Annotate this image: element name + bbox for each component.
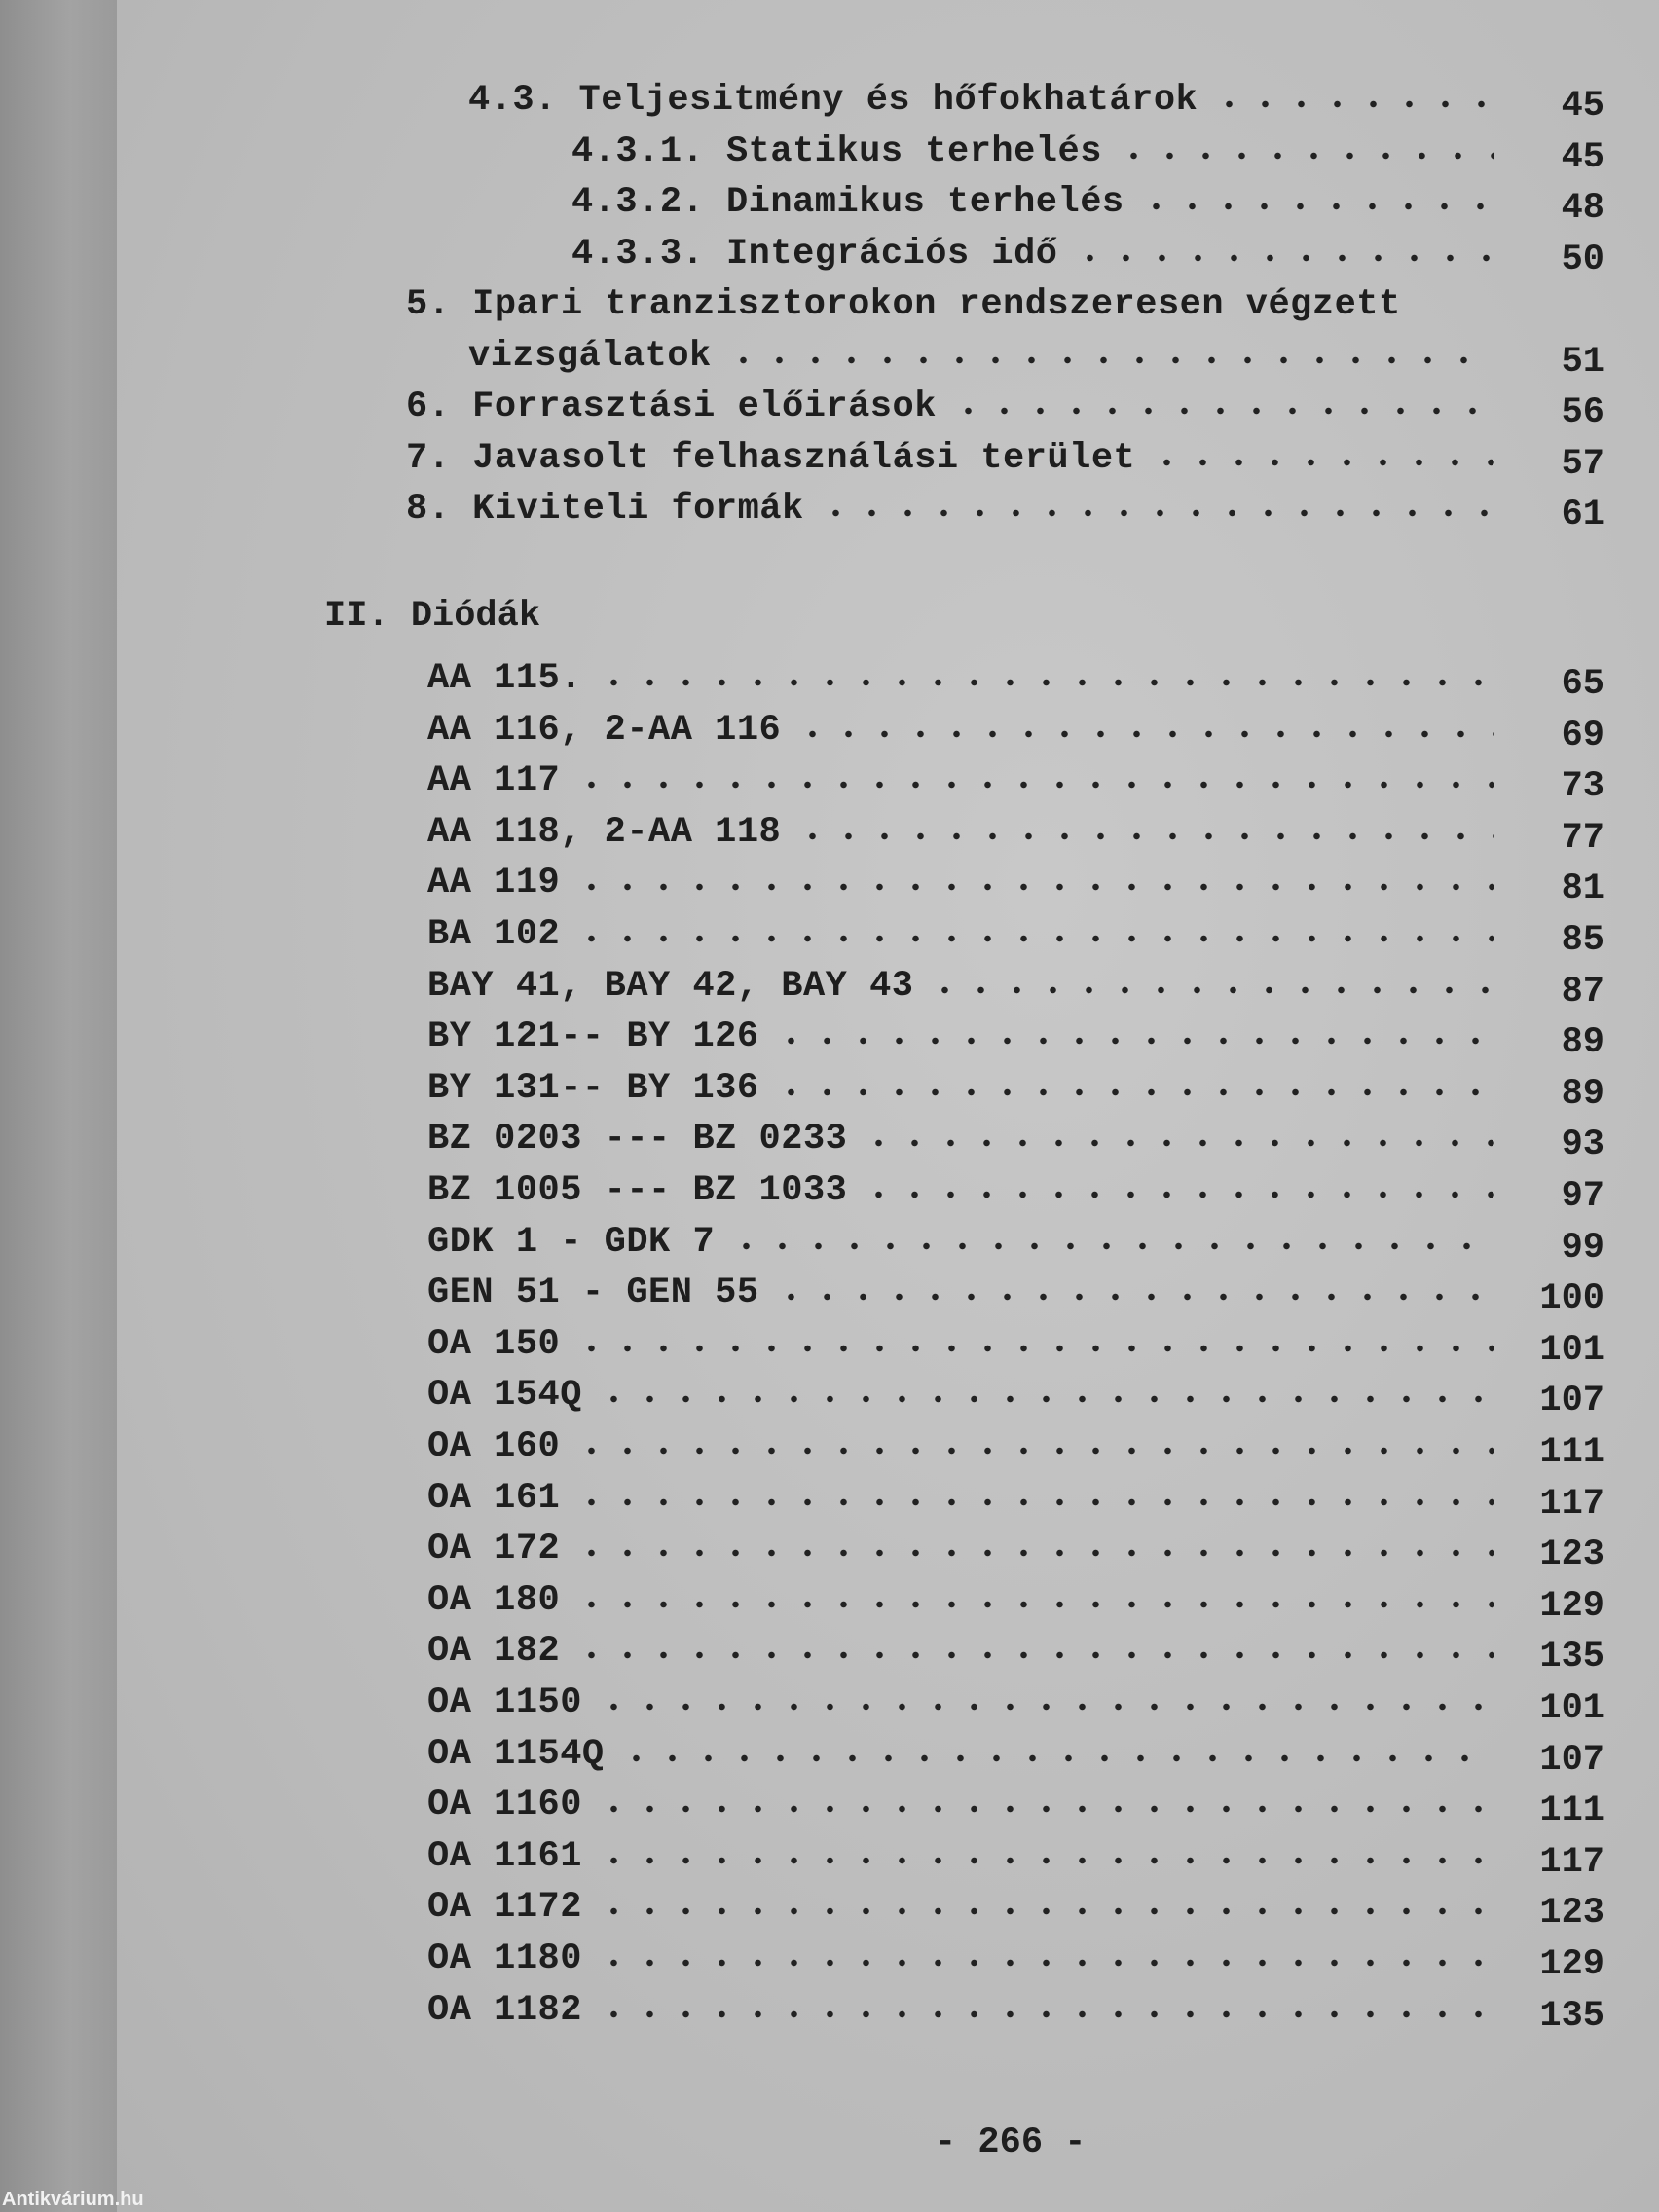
watermark: Antikvárium.hu — [2, 2189, 144, 2210]
entry-page-number: 117 — [1539, 1483, 1604, 1525]
entry-page-number: 85 — [1561, 920, 1604, 961]
diode-entry — [427, 1990, 1494, 2039]
entry-page-number: 101 — [1539, 1329, 1604, 1371]
dot-leader — [573, 882, 1494, 892]
entry-title: BZ 0203 --- BZ 0233 — [427, 1119, 848, 1161]
toc-entry — [468, 80, 1494, 129]
diode-entry — [427, 1529, 1494, 1577]
entry-page-number: 129 — [1539, 1944, 1604, 1985]
entry-title: AA 115. — [427, 658, 582, 699]
entry-page-number: 50 — [1561, 239, 1604, 280]
entry-page-number: 97 — [1561, 1176, 1604, 1217]
entry-title: OA 154Q — [427, 1375, 582, 1417]
diode-entry — [427, 1938, 1494, 1987]
diode-entry — [427, 1119, 1494, 1167]
entry-title — [406, 489, 804, 530]
entry-text: Kiviteli formák — [472, 489, 804, 530]
entry-title — [468, 80, 1198, 121]
entry-number: 8. — [406, 489, 451, 530]
dot-leader — [596, 1856, 1494, 1865]
dot-leader — [573, 1650, 1494, 1660]
diode-entry — [427, 1580, 1494, 1629]
toc-entry — [406, 438, 1494, 487]
entry-page-number: 135 — [1539, 1637, 1604, 1678]
dot-leader — [573, 934, 1494, 943]
entry-page-number: 89 — [1561, 1073, 1604, 1115]
dot-leader — [573, 780, 1494, 790]
toc-entry — [571, 131, 1494, 180]
dot-leader — [573, 1548, 1494, 1558]
entry-page-number: 93 — [1561, 1124, 1604, 1166]
entry-title: OA 150 — [427, 1323, 561, 1365]
diode-entry — [427, 1836, 1494, 1885]
diode-entry — [427, 1170, 1494, 1219]
entry-text: Forrasztási előirások — [472, 387, 937, 427]
dot-leader — [1116, 151, 1494, 161]
dot-leader — [773, 1292, 1494, 1302]
entry-number: 4.3. — [468, 80, 557, 121]
diode-entry — [427, 760, 1494, 809]
diode-entry — [427, 1222, 1494, 1271]
entry-title: BAY 41, BAY 42, BAY 43 — [427, 965, 914, 1007]
entry-title: OA 161 — [427, 1477, 561, 1519]
dot-leader — [596, 1394, 1494, 1404]
entry-title: BZ 1005 --- BZ 1033 — [427, 1170, 848, 1211]
entry-page-number: 117 — [1539, 1841, 1604, 1883]
entry-title — [571, 182, 1124, 223]
dot-leader — [596, 1958, 1494, 1968]
entry-page-number: 100 — [1539, 1278, 1604, 1320]
entry-text: Statikus terhelés — [725, 130, 1102, 172]
entry-page-number: 111 — [1539, 1432, 1604, 1473]
entry-page-number: 77 — [1561, 817, 1604, 859]
entry-page-number: 51 — [1561, 341, 1604, 383]
entry-title: OA 1154Q — [427, 1733, 605, 1775]
entry-title: OA 1182 — [427, 1989, 582, 2031]
entry-page-number: 48 — [1561, 188, 1604, 229]
entry-title: AA 118, 2-AA 118 — [427, 811, 782, 853]
dot-leader — [725, 355, 1494, 365]
entry-title: BY 121-- BY 126 — [427, 1016, 759, 1058]
diode-entry — [427, 1324, 1494, 1373]
diode-entry — [427, 1631, 1494, 1679]
page-number: - 266 - — [935, 2122, 1087, 2163]
entry-title: OA 1160 — [427, 1785, 582, 1826]
entry-title: OA 1150 — [427, 1682, 582, 1723]
entry-page-number: 123 — [1539, 1893, 1604, 1935]
entry-page-number: 69 — [1561, 715, 1604, 756]
entry-text: vizsgálatok — [468, 335, 712, 377]
diode-entry — [427, 1478, 1494, 1527]
dot-leader — [728, 1241, 1494, 1251]
entry-title: AA 119 — [427, 863, 561, 904]
dot-leader — [773, 1036, 1494, 1046]
entry-title — [406, 387, 937, 427]
dot-leader — [794, 729, 1494, 739]
dot-leader — [618, 1753, 1494, 1763]
diode-entry — [427, 1734, 1494, 1783]
toc-entry — [406, 489, 1494, 537]
dot-leader — [596, 2009, 1494, 2019]
diode-entry — [427, 1068, 1494, 1117]
entry-title: GEN 51 - GEN 55 — [427, 1272, 759, 1314]
dot-leader — [573, 1600, 1494, 1609]
entry-title: OA 160 — [427, 1426, 561, 1467]
dot-leader — [861, 1190, 1494, 1199]
entry-title — [406, 438, 1135, 479]
dot-leader — [950, 406, 1494, 416]
entry-title: OA 182 — [427, 1631, 561, 1673]
toc-entry — [571, 234, 1494, 282]
entry-page-number: 123 — [1539, 1534, 1604, 1576]
entry-text: Javasolt felhasználási terület — [472, 437, 1136, 479]
entry-title — [571, 234, 1058, 275]
dot-leader — [927, 985, 1494, 995]
entry-title: BY 131-- BY 136 — [427, 1067, 759, 1109]
diode-entry — [427, 966, 1494, 1014]
entry-page-number: 87 — [1561, 971, 1604, 1013]
entry-page-number: 101 — [1539, 1688, 1604, 1729]
dot-leader — [596, 1702, 1494, 1712]
diode-entry — [427, 812, 1494, 861]
diode-entry — [427, 1887, 1494, 1936]
dot-leader — [1149, 458, 1494, 467]
entry-number: 4.3.1. — [571, 130, 705, 172]
entry-page-number: 129 — [1539, 1585, 1604, 1627]
entry-page-number: 61 — [1561, 495, 1604, 535]
entry-title: AA 117 — [427, 760, 561, 802]
section-title: II. Diódák — [324, 596, 541, 637]
entry-page-number: 65 — [1561, 664, 1604, 705]
entry-title: OA 172 — [427, 1529, 561, 1570]
entry-number: 4.3.2. — [571, 182, 705, 223]
entry-page-number: 81 — [1561, 868, 1604, 910]
entry-text: Dinamikus terhelés — [725, 182, 1124, 223]
diode-entry — [427, 1682, 1494, 1731]
diode-entry — [427, 1426, 1494, 1475]
dot-leader — [773, 1088, 1494, 1097]
entry-page-number: 107 — [1539, 1739, 1604, 1781]
entry-title — [571, 131, 1102, 172]
entry-title: GDK 1 - GDK 7 — [427, 1221, 716, 1263]
dot-leader — [818, 508, 1494, 518]
entry-title: BA 102 — [427, 914, 561, 955]
entry-page-number: 56 — [1561, 392, 1604, 433]
dot-leader — [1072, 253, 1494, 263]
entry-page-number: 135 — [1539, 1995, 1604, 2037]
diode-entry — [427, 710, 1494, 758]
entry-title: OA 180 — [427, 1579, 561, 1621]
dot-leader — [861, 1138, 1494, 1148]
diode-entry — [427, 658, 1494, 707]
diode-entry — [427, 914, 1494, 963]
dot-leader — [573, 1446, 1494, 1456]
entry-page-number: 107 — [1539, 1381, 1604, 1422]
dot-leader — [596, 1804, 1494, 1814]
toc-entry — [406, 387, 1494, 435]
entry-title: OA 1161 — [427, 1835, 582, 1877]
dot-leader — [573, 1344, 1494, 1353]
toc-entry — [468, 336, 1494, 385]
dot-leader — [596, 1906, 1494, 1916]
entry-number: 4.3.3. — [571, 233, 705, 275]
entry-page-number: 45 — [1561, 86, 1604, 127]
entry-page-number: 57 — [1561, 443, 1604, 485]
entry-text: Integrációs idő — [725, 233, 1058, 275]
toc-entry — [406, 284, 1494, 333]
entry-page-number: 99 — [1561, 1227, 1604, 1269]
entry-number: 5. — [406, 284, 451, 325]
dot-leader — [1211, 99, 1494, 109]
diode-entry — [427, 1375, 1494, 1423]
dot-leader — [1138, 202, 1494, 211]
dot-leader — [596, 678, 1494, 687]
book-binding-edge — [0, 0, 117, 2212]
entry-title: OA 1172 — [427, 1887, 582, 1929]
diode-entry — [427, 1785, 1494, 1833]
entry-number: 7. — [406, 437, 451, 479]
entry-page-number: 89 — [1561, 1022, 1604, 1064]
entry-title: AA 116, 2-AA 116 — [427, 709, 782, 751]
entry-title — [406, 284, 1401, 325]
entry-page-number: 111 — [1539, 1790, 1604, 1832]
entry-text: Teljesitmény és hőfokhatárok — [578, 80, 1198, 121]
entry-number: 6. — [406, 387, 451, 427]
toc-entry — [571, 182, 1494, 231]
dot-leader — [794, 831, 1494, 841]
entry-page-number: 73 — [1561, 766, 1604, 808]
entry-page-number: 45 — [1561, 136, 1604, 178]
entry-title — [468, 336, 712, 377]
dot-leader — [573, 1497, 1494, 1507]
diode-entry — [427, 1016, 1494, 1065]
diode-entry — [427, 863, 1494, 911]
diode-entry — [427, 1272, 1494, 1321]
entry-text: Ipari tranzisztorokon rendszeresen végzett — [472, 284, 1401, 325]
entry-title: OA 1180 — [427, 1938, 582, 1979]
